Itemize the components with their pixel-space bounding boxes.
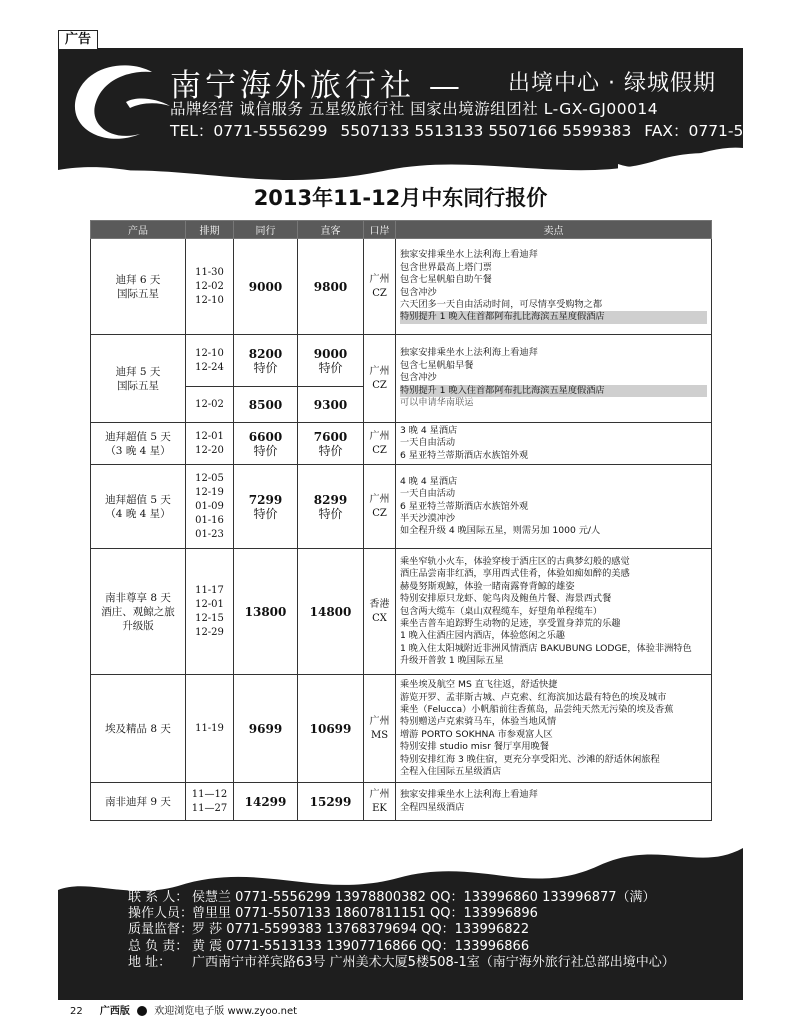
cell-line: 广州	[369, 788, 390, 800]
brand-subtitle: 出境中心 · 绿城假期	[508, 71, 716, 96]
page-number: 22	[70, 1006, 83, 1017]
price-value: 9699	[248, 721, 283, 736]
peer-price-cell	[234, 549, 298, 675]
cell-line: CZ	[372, 379, 387, 391]
dates-cell	[186, 239, 234, 335]
direct-price-cell	[298, 783, 364, 821]
cell-line: 12-29	[195, 626, 224, 638]
price-value: 9000	[313, 346, 348, 361]
peer-price-cell	[234, 335, 298, 387]
footer-manager: 总 负 责： 黄 震 0771-5513133 13907716866 QQ：133996866	[128, 938, 530, 954]
column-header: 卖点	[396, 221, 712, 239]
price-value: 9800	[313, 279, 348, 294]
feature-line: 特别提升 1 晚入住首都阿布扎比海滨五星度假酒店	[400, 385, 707, 397]
feature-line: 酒庄品尝南非红酒，享用西式佳肴，体验如痴如醉的美感	[400, 568, 630, 580]
cell-line: 12-20	[195, 444, 224, 456]
cell-line: 南非迪拜 9 天	[105, 795, 171, 808]
feature-line: 乘坐埃及航空 MS 直飞往返，舒适快捷	[400, 679, 558, 691]
cell-line: 11—12	[191, 788, 228, 800]
feature-line: 包含七星帆船自助午餐	[400, 274, 492, 286]
port-cell	[364, 783, 396, 821]
feature-line: 乘坐吉普车追踪野生动物的足迹，享受置身莽荒的乐趣	[400, 617, 621, 629]
features-cell	[396, 335, 712, 423]
price-value: 14299	[244, 794, 287, 809]
product-cell	[91, 783, 186, 821]
cell-line: MS	[370, 729, 389, 741]
cell-line: 01-23	[195, 528, 224, 540]
column-header: 口岸	[364, 221, 396, 239]
cell-line: 广州	[369, 273, 390, 285]
cell-line: 01-09	[195, 500, 224, 512]
table-body	[91, 239, 712, 821]
feature-line: 6 星亚特兰蒂斯酒店水族馆外观	[400, 500, 529, 512]
dates-cell	[186, 387, 234, 423]
cell-line: 香港	[369, 598, 390, 610]
port-cell	[364, 239, 396, 335]
price-value: 6600	[248, 429, 283, 444]
direct-price-cell	[298, 549, 364, 675]
cell-line: 埃及精品 8 天	[105, 722, 171, 735]
port-cell	[364, 465, 396, 549]
cell-line: 12-10	[195, 347, 224, 359]
feature-line: 特别提升 1 晚入住首都阿布扎比海滨五星度假酒店	[400, 311, 707, 323]
cell-line: 广州	[369, 493, 390, 505]
table-row	[91, 549, 712, 675]
rates-table	[90, 220, 712, 821]
features-cell	[396, 549, 712, 675]
port-cell	[364, 549, 396, 675]
price-note: 特价	[318, 360, 343, 375]
cell-line: EK	[372, 802, 387, 814]
price-value: 10699	[309, 721, 352, 736]
footer-address: 地 址： 广西南宁市祥宾路63号 广州美术大厦5楼508-1室（南宁海外旅行社总部出境中心）	[128, 954, 675, 970]
dates-cell	[186, 783, 234, 821]
cell-line: 01-16	[195, 514, 224, 526]
cell-line: 广州	[369, 715, 390, 727]
feature-line: 包含冲沙	[400, 286, 437, 298]
footer-contact: 联 系 人： 侯慧兰 0771-5556299 13978800382 QQ：133996860 133996877（满）	[128, 890, 656, 905]
dates-cell	[186, 465, 234, 549]
product-cell	[91, 239, 186, 335]
price-value: 13800	[244, 604, 287, 619]
direct-price-cell	[298, 675, 364, 783]
slogan: 品牌经营 诚信服务 五星级旅行社 国家出境游组团社 L-GX-GJ00014	[170, 100, 659, 118]
feature-line: 包含冲沙	[400, 372, 437, 384]
table-row	[91, 783, 712, 821]
contact-footer	[128, 890, 675, 971]
port-cell	[364, 335, 396, 423]
cell-line: 国际五星	[117, 287, 159, 300]
peer-price-cell	[234, 783, 298, 821]
page-bottom-bar	[58, 1002, 743, 1020]
feature-line: 升级开普敦 1 晚国际五星	[400, 655, 504, 667]
price-value: 8500	[248, 397, 283, 412]
product-cell	[91, 335, 186, 423]
table-row	[91, 675, 712, 783]
direct-price-cell	[298, 335, 364, 387]
cell-line: 迪拜超值 5 天	[105, 430, 171, 443]
cell-line: 12-10	[195, 294, 224, 306]
feature-line: 1 晚入住酒庄园内酒店，体验悠闲之乐趣	[400, 630, 565, 642]
price-value: 14800	[309, 604, 352, 619]
price-note: 特价	[318, 443, 343, 458]
phone-line	[170, 119, 811, 141]
cell-line: 南非尊享 8 天	[105, 591, 171, 604]
table-row	[91, 335, 712, 387]
cell-line: 12-01	[195, 430, 224, 442]
feature-line: 可以申请华南联运	[400, 397, 474, 409]
cell-line: 12-02	[195, 398, 224, 410]
price-value: 8200	[248, 346, 283, 361]
price-value: 15299	[309, 794, 352, 809]
feature-line: 一天自由活动	[400, 437, 456, 449]
features-cell	[396, 465, 712, 549]
table-row	[91, 423, 712, 465]
features-cell	[396, 783, 712, 821]
tel-numbers: 5507133 5513133 5507166 5599383	[340, 122, 632, 140]
price-note: 特价	[253, 443, 278, 458]
table-header-row	[91, 221, 712, 239]
cell-line: 12-01	[195, 598, 224, 610]
cell-line: 11-30	[195, 266, 224, 278]
dates-cell	[186, 675, 234, 783]
footer-qc: 质量监督：罗 莎 0771-5599383 13768379694 QQ：133996822	[128, 922, 530, 938]
port-cell	[364, 675, 396, 783]
cell-line: 12-15	[195, 612, 224, 624]
cell-line: 国际五星	[117, 379, 159, 392]
cell-line: 广州	[369, 430, 390, 442]
cell-line: 迪拜 6 天	[115, 273, 161, 286]
cell-line: 12-19	[195, 486, 224, 498]
feature-line: 3 晚 4 星酒店	[400, 425, 458, 436]
features-cell	[396, 423, 712, 465]
feature-line: 特别安排红海 3 晚住宿，更充分享受阳光、沙滩的舒适休闲旅程	[400, 753, 660, 765]
product-cell	[91, 549, 186, 675]
feature-line: 6 星亚特兰蒂斯酒店水族馆外观	[400, 449, 529, 461]
price-value: 8299	[313, 492, 348, 507]
feature-line: 独家安排乘坐水上法利海上看迪拜	[400, 249, 538, 261]
feature-line: 独家安排乘坐水上法利海上看迪拜	[400, 789, 538, 801]
dates-cell	[186, 423, 234, 465]
cell-line: 酒庄、观鲸之旅	[101, 605, 175, 618]
direct-price-cell	[298, 465, 364, 549]
peer-price-cell	[234, 675, 298, 783]
feature-line: 包含七星帆船早餐	[400, 359, 474, 371]
cell-line: 迪拜超值 5 天	[105, 493, 171, 506]
feature-line: 特别安排 studio misr 餐厅享用晚餐	[400, 741, 549, 753]
feature-line: 如全程升级 4 晚国际五星，则需另加 1000 元/人	[400, 525, 601, 537]
feature-line: 1 晚入住太阳城附近非洲风情酒店 BAKUBUNG LODGE，体验非洲特色	[400, 642, 692, 654]
price-note: 特价	[253, 506, 278, 521]
feature-line: 独家安排乘坐水上法利海上看迪拜	[400, 347, 538, 359]
cell-line: 11-17	[195, 584, 224, 596]
feature-line: 包含世界最高上塔门票	[400, 261, 492, 273]
peer-price-cell	[234, 423, 298, 465]
column-header: 产品	[91, 221, 186, 239]
site-logo-icon	[137, 1006, 147, 1016]
feature-line: 赫曼努斯观鲸，体验一睹南露脊背鲸的雄姿	[400, 580, 575, 592]
feature-line: 特别安排原只龙虾、鸵鸟肉及鲍鱼片餐、海景西式餐	[400, 593, 612, 605]
price-note: 特价	[318, 506, 343, 521]
feature-line: 全程四星级酒店	[400, 801, 465, 813]
feature-line: 游览开罗、孟菲斯古城、卢克索、红海滨加达最有特色的埃及城市	[400, 691, 667, 703]
ad-frame	[58, 48, 803, 1000]
cell-line: 广州	[369, 365, 390, 377]
column-header: 排期	[186, 221, 234, 239]
feature-line: 一天自由活动	[400, 488, 456, 500]
peer-price-cell	[234, 387, 298, 423]
feature-line: 4 晚 4 星酒店	[400, 475, 458, 487]
tel-label: TEL：0771-5556299	[170, 122, 328, 140]
price-value: 9000	[248, 279, 283, 294]
cell-line: （4 晚 4 星）	[105, 507, 171, 520]
price-value: 9300	[313, 397, 348, 412]
price-note: 特价	[253, 360, 278, 375]
ad-tag: 广告	[58, 30, 98, 50]
feature-line: 半天沙漠冲沙	[400, 512, 456, 524]
product-cell	[91, 675, 186, 783]
feature-line: 乘坐窄轨小火车，体验穿梭于酒庄区的古典梦幻般的感觉	[400, 555, 630, 567]
cell-line: 12-24	[195, 361, 224, 373]
price-value: 7299	[248, 492, 283, 507]
feature-line: 乘坐（Felucca）小帆船前往香蕉岛，品尝纯天然无污染的埃及香蕉	[400, 703, 674, 715]
cell-line: CZ	[372, 287, 387, 299]
feature-line: 增游 PORTO SOKHNA 市参观富人区	[400, 728, 553, 740]
product-cell	[91, 465, 186, 549]
page-title: 2013年11-12月中东同行报价	[253, 186, 548, 210]
company-logo-icon	[66, 58, 174, 146]
cell-line: （3 晚 4 星）	[105, 444, 171, 457]
feature-line: 全程入住国际五星级酒店	[400, 765, 502, 777]
table-row	[91, 239, 712, 335]
edition-label: 广西版	[99, 1006, 130, 1017]
cell-line: 迪拜 5 天	[115, 365, 161, 378]
dates-cell	[186, 549, 234, 675]
product-cell	[91, 423, 186, 465]
site-link[interactable]: 欢迎浏览电子版 www.zyoo.net	[154, 1006, 298, 1017]
port-cell	[364, 423, 396, 465]
feature-line: 六天团多一天自由活动时间，可尽情享受购物之都	[400, 298, 603, 310]
direct-price-cell	[298, 387, 364, 423]
cell-line: 12-02	[195, 280, 224, 292]
cell-line: CZ	[372, 444, 387, 456]
cell-line: 12-05	[195, 472, 224, 484]
dates-cell	[186, 335, 234, 387]
direct-price-cell	[298, 423, 364, 465]
fax: FAX：0771-5551065	[644, 122, 803, 140]
peer-price-cell	[234, 465, 298, 549]
brand-name: 南宁海外旅行社 —	[170, 68, 464, 104]
cell-line: 11-19	[195, 722, 224, 734]
feature-line: 包含两大缆车（桌山双程缆车，好望角单程缆车）	[400, 605, 603, 617]
cell-line: CZ	[372, 507, 387, 519]
price-value: 7600	[313, 429, 348, 444]
features-cell	[396, 239, 712, 335]
table-row	[91, 465, 712, 549]
features-cell	[396, 675, 712, 783]
column-header: 直客	[298, 221, 364, 239]
footer-operator: 操作人员：曾里里 0771-5507133 18607811151 QQ：133996896	[128, 906, 538, 922]
cell-line: CX	[372, 612, 387, 624]
peer-price-cell	[234, 239, 298, 335]
direct-price-cell	[298, 239, 364, 335]
column-header: 同行	[234, 221, 298, 239]
cell-line: 11—27	[191, 802, 228, 814]
feature-line: 特别赠送卢克索骑马车，体验当地风情	[400, 716, 557, 728]
cell-line: 升级版	[122, 619, 154, 632]
